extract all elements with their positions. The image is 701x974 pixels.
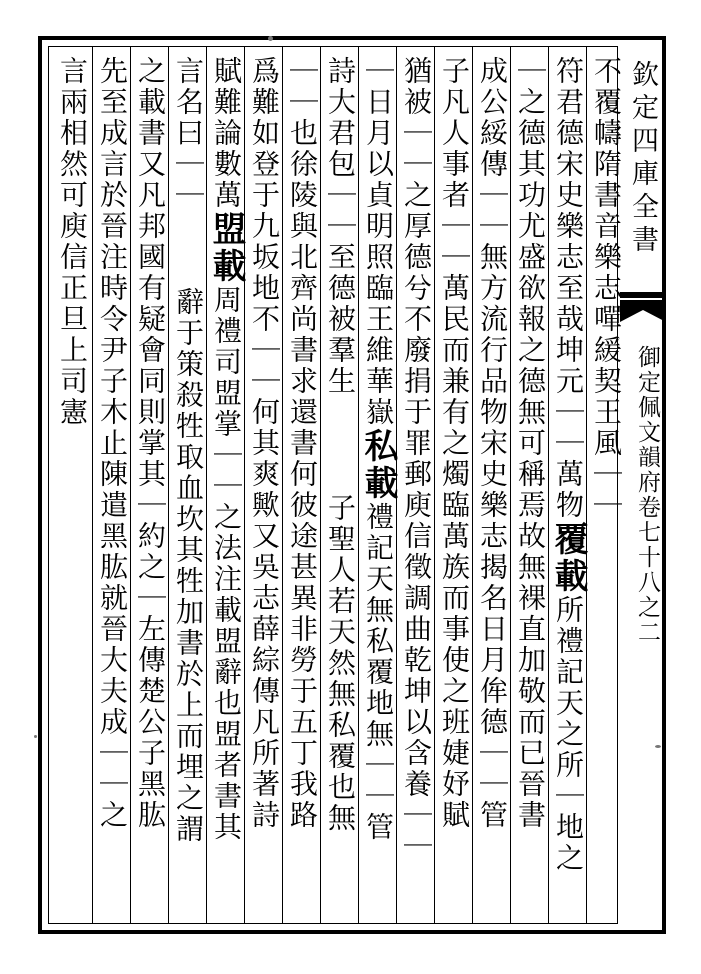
text-column (548, 56, 588, 920)
text-column (244, 56, 284, 920)
headword: 覆載 (548, 521, 588, 595)
fishtail-mark-icon (620, 292, 666, 340)
column-text: 詩大君包｜｜至德被羣生 (324, 56, 357, 397)
column-text: 言名曰｜｜ (172, 56, 205, 211)
column-text: ｜之德其功尤盛欲報之德無可稱焉故無裸直加敬而已晉書 (514, 56, 547, 831)
library-title: 欽定四庫全書 (627, 60, 658, 258)
ink-speck (268, 36, 273, 41)
text-column (130, 56, 170, 920)
text-column (206, 56, 246, 920)
column-text: 爲難如登于九坂地不｜｜何其爽歟又吳志薛綜傳凡所著詩 (248, 56, 281, 831)
ink-speck (34, 735, 37, 738)
text-column (54, 56, 92, 920)
text-column (320, 56, 360, 920)
text-column (586, 56, 626, 920)
column-text: 所禮記天之所｜地之 (552, 595, 585, 874)
text-column (92, 56, 132, 920)
column-text: 子凡人事者｜｜萬民而兼有之燭臨萬族而事使之班婕妤賦 (438, 56, 471, 831)
headword: 盟載 (206, 211, 246, 285)
column-text: 辭于策殺牲取血坎其牲加書於上而埋之謂 (172, 287, 205, 845)
column-text: 不覆幬隋書音樂志嘽緩契王風｜｜ (590, 56, 623, 521)
text-column (168, 56, 208, 920)
column-text: ｜｜也徐陵與北齊尚書求還書何彼途甚異非勞于五丁我路 (286, 56, 319, 831)
column-text: 符君德宋史樂志至哉坤元｜｜萬物 (552, 56, 585, 521)
text-column (358, 56, 398, 920)
text-column (396, 56, 436, 920)
column-text: 賦難論數萬 (210, 56, 243, 211)
column-text: 猶被｜｜之厚德兮不廢捐于罪郵庾信徵調曲乾坤以含養｜｜ (400, 56, 433, 862)
column-text: 禮記天無私覆地無｜｜管 (362, 502, 395, 843)
column-text: 言兩相然可庾信正旦上司憲 (56, 56, 89, 428)
column-text: 周禮司盟掌｜｜之法注載盟辭也盟者書其 (210, 285, 243, 843)
text-column (282, 56, 322, 920)
column-text: 之載書又凡邦國有疑會同則掌其｜約之｜左傳楚公子黑肱 (134, 56, 167, 831)
column-text: 成公綏傳｜｜無方流行品物宋史樂志揭名日月侔德｜｜管 (476, 56, 509, 831)
column-text: 子聖人若天然無私覆也無 (324, 493, 357, 834)
text-column (434, 56, 474, 920)
ink-speck (655, 745, 661, 748)
headword: 私載 (358, 428, 398, 502)
text-column (472, 56, 512, 920)
volume-title: 御定佩文韻府卷七十八之二 (634, 345, 660, 645)
column-text: 先至成言於晉注時令尹子木止陳遣黑肱就晉大夫成｜｜之 (96, 56, 129, 831)
column-text: ｜日月以貞明照臨王維華嶽 (362, 56, 395, 428)
text-column (510, 56, 550, 920)
